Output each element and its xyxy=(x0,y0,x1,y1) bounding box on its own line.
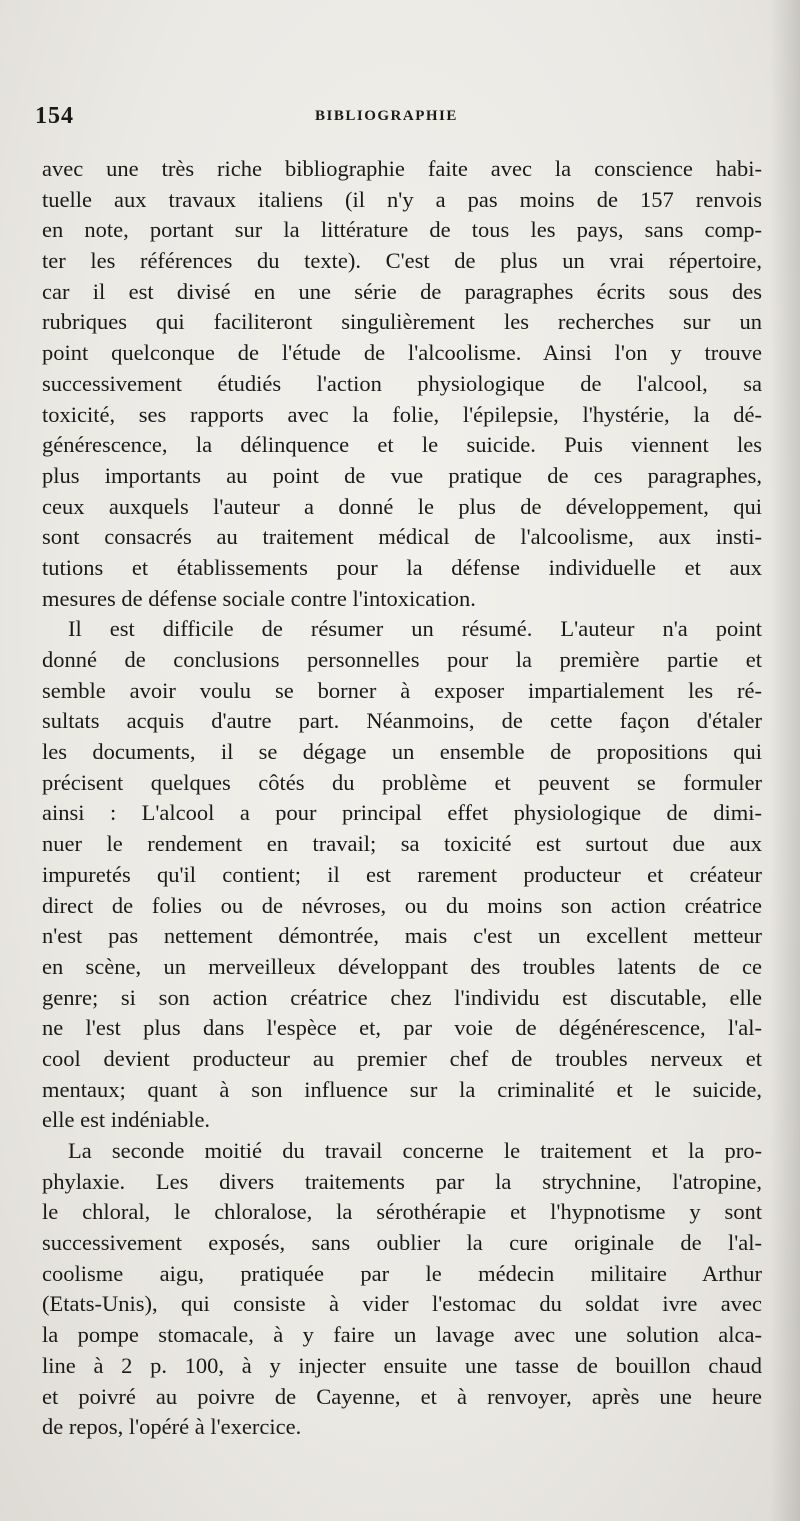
text-line: ter les références du texte). C'est de plus un vrai répertoire, xyxy=(42,248,762,274)
text-line: en note, portant sur la littérature de tous les pays, sans comp- xyxy=(42,217,762,243)
text-line: mentaux; quant à son influence sur la criminalité et le suicide, xyxy=(42,1076,762,1102)
text-line: ceux auxquels l'auteur a donné le plus de développement, qui xyxy=(42,493,762,519)
text-line: La seconde moitié du travail concerne le traitement et la pro- xyxy=(68,1138,762,1163)
text-line: ne l'est plus dans l'espèce et, par voie de dégénérescence, l'al- xyxy=(42,1015,762,1041)
text-line: impuretés qu'il contient; il est rarement producteur et créateur xyxy=(42,861,762,887)
text-line: ainsi : L'alcool a pour principal effet physiologique de dimi- xyxy=(42,800,762,826)
text-line: plus importants au point de vue pratique de ces paragraphes, xyxy=(42,462,762,488)
text-line: générescence, la délinquence et le suicide. Puis viennent les xyxy=(42,432,762,458)
text-line: successivement exposés, sans oublier la cure originale de l'al- xyxy=(42,1230,762,1256)
text-line: nuer le rendement en travail; sa toxicité est surtout due aux xyxy=(42,831,762,857)
text-line: car il est divisé en une série de paragraphes écrits sous des xyxy=(42,278,762,304)
text-line: line à 2 p. 100, à y injecter ensuite une tasse de bouillon chaud xyxy=(42,1352,762,1378)
text-line: semble avoir voulu se borner à exposer impartialement les ré- xyxy=(42,677,762,703)
text-line: tuelle aux travaux italiens (il n'y a pas moins de 157 renvois xyxy=(42,186,762,212)
text-line: la pompe stomacale, à y faire un lavage avec une solution alca- xyxy=(42,1322,762,1348)
text-line: Il est difficile de résumer un résumé. L'auteur n'a point xyxy=(68,616,762,642)
text-line: sultats acquis d'autre part. Néanmoins, de cette façon d'étaler xyxy=(42,708,762,734)
text-line: (Etats-Unis), qui consiste à vider l'estomac du soldat ivre avec xyxy=(42,1291,762,1317)
page-edge-shadow xyxy=(770,0,800,1521)
text-line: mesures de défense sociale contre l'intoxication. xyxy=(42,585,476,611)
text-line: de repos, l'opéré à l'exercice. xyxy=(42,1414,302,1440)
text-line: genre; si son action créatrice chez l'individu est discutable, elle xyxy=(42,984,762,1010)
text-line: et poivré au poivre de Cayenne, et à renvoyer, après une heure xyxy=(42,1383,762,1409)
text-line: précisent quelques côtés du problème et peuvent se formuler xyxy=(42,769,762,795)
text-line: direct de folies ou de névroses, ou du moins son action créatrice xyxy=(42,892,762,918)
body-text xyxy=(42,154,762,1443)
text-line: rubriques qui faciliteront singulièrement les recherches sur un xyxy=(42,309,762,335)
text-line: en scène, un merveilleux développant des troubles latents de ce xyxy=(42,953,762,979)
text-line: donné de conclusions personnelles pour la première partie et xyxy=(42,647,762,672)
text-line: cool devient producteur au premier chef de troubles nerveux et xyxy=(42,1045,762,1071)
text-line: avec une très riche bibliographie faite avec la conscience habi- xyxy=(42,156,762,181)
page-header xyxy=(35,103,765,133)
text-line: n'est pas nettement démontrée, mais c'est un excellent metteur xyxy=(42,923,762,949)
text-line: point quelconque de l'étude de l'alcoolisme. Ainsi l'on y trouve xyxy=(42,340,762,366)
text-line: tutions et établissements pour la défense individuelle et aux xyxy=(42,554,762,580)
page-number: 154 xyxy=(35,103,74,129)
text-line: successivement étudiés l'action physiologique de l'alcool, sa xyxy=(42,370,762,396)
text-line: sont consacrés au traitement médical de l'alcoolisme, aux insti- xyxy=(42,524,762,550)
text-line: coolisme aigu, pratiquée par le médecin militaire Arthur xyxy=(42,1260,762,1286)
text-line: le chloral, le chloralose, la sérothérapie et l'hypnotisme y sont xyxy=(42,1199,762,1225)
running-head: BIBLIOGRAPHIE xyxy=(315,108,458,124)
text-line: elle est indéniable. xyxy=(42,1107,211,1133)
text-line: les documents, il se dégage un ensemble de propositions qui xyxy=(42,739,762,765)
text-line: phylaxie. Les divers traitements par la strychnine, l'atropine, xyxy=(42,1168,762,1194)
text-line: toxicité, ses rapports avec la folie, l'épilepsie, l'hystérie, la dé- xyxy=(42,401,762,427)
